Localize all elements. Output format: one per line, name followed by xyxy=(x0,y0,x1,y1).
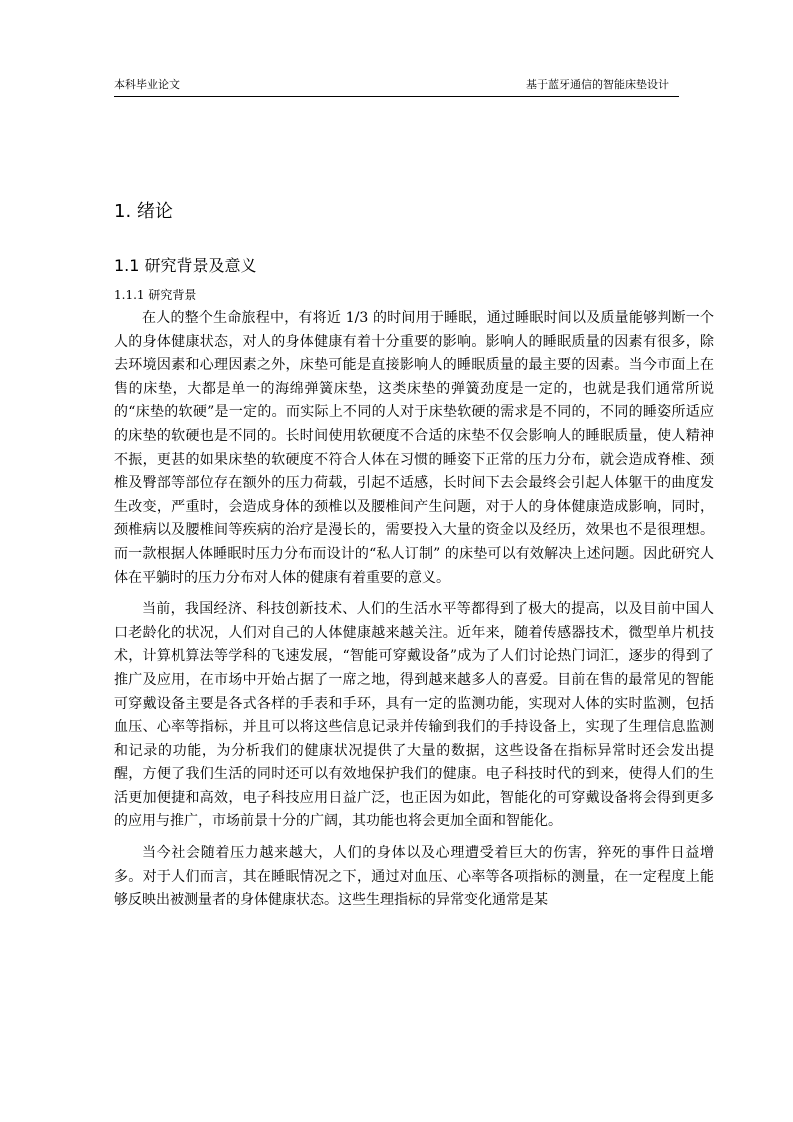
paragraph: 当前，我国经济、科技创新技术、人们的生活水平等都得到了极大的提高，以及目前中国人口老龄化的状况，人们对自己的人体健康越来越关注。近年来，随着传感器技术，微型单片机技术，计算机算法等学科的飞速发展，“智能可穿戴设备”成为了人们讨论热门词汇，逐步的得到了推广及应用，在市场中开始占据了一席之地，得到越来越多人的喜爱。目前在售的最常见的智能可穿戴设备主要是各式各样的手表和手环，具有一定的监测功能，实现对人体的实时监测，包括血压、心率等指标，并且可以将这些信息记录并传输到我们的手持设备上，实现了生理信息监测和记录的功能，为分析我们的健康状况提供了大量的数据，这些设备在指标异常时还会发出提醒，方便了我们生活的同时还可以有效地保护我们的健康。电子科技时代的到来，使得人们的生活更加便捷和高效，电子科技应用日益广泛，也正因为如此，智能化的可穿戴设备将会得到更多的应用与推广，市场前景十分的广阔，其功能也将会更加全面和智能化。 xyxy=(114,601,714,830)
body-text xyxy=(114,307,714,913)
section-title: 1.1 研究背景及意义 xyxy=(114,256,257,275)
paragraph: 在人的整个生命旅程中，有将近 1/3 的时间用于睡眠，通过睡眠时间以及质量能够判断一个人的身体健康状态，对人的身体健康有着十分重要的影响。影响人的睡眠质量的因素有很多，除去环境因素和心理因素之外，床垫可能是直接影响人的睡眠质量的最主要的因素。当今市面上在售的床垫，大都是单一的海绵弹簧床垫，这类床垫的弹簧劲度是一定的，也就是我们通常所说的“床垫的软硬”是一定的。而实际上不同的人对于床垫软硬的需求是不同的，不同的睡姿所适应的床垫的软硬也是不同的。长时间使用软硬度不合适的床垫不仅会影响人的睡眠质量，使人精神不振，更甚的如果床垫的软硬度不符合人体在习惯的睡姿下正常的压力分布，就会造成脊椎、颈椎及臀部等部位存在额外的压力荷载，引起不适感，长时间下去会最终会引起人体躯干的曲度发生改变，严重时，会造成身体的颈椎以及腰椎间产生问题，对于人的身体健康造成影响，同时，颈椎病以及腰椎间等疾病的治疗是漫长的，需要投入大量的资金以及经历，效果也不是很理想。而一款根据人体睡眠时压力分布而设计的“私人订制” 的床垫可以有效解决上述问题。因此研究人体在平躺时的压力分布对人体的健康有着重要的意义。 xyxy=(114,310,714,586)
header-thesis-title: 基于蓝牙通信的智能床垫设计 xyxy=(526,78,669,91)
chapter-title: 1. 绪论 xyxy=(114,201,173,222)
page-header xyxy=(114,78,679,97)
header-thesis-type: 本科毕业论文 xyxy=(114,78,180,91)
paragraph: 当今社会随着压力越来越大，人们的身体以及心理遭受着巨大的伤害，猝死的事件日益增多。对于人们而言，其在睡眠情况之下，通过对血压、心率等各项指标的测量，在一定程度上能够反映出被测量者的身体健康状态。这些生理指标的异常变化通常是某 xyxy=(114,845,714,909)
subsection-title: 1.1.1 研究背景 xyxy=(114,288,197,302)
